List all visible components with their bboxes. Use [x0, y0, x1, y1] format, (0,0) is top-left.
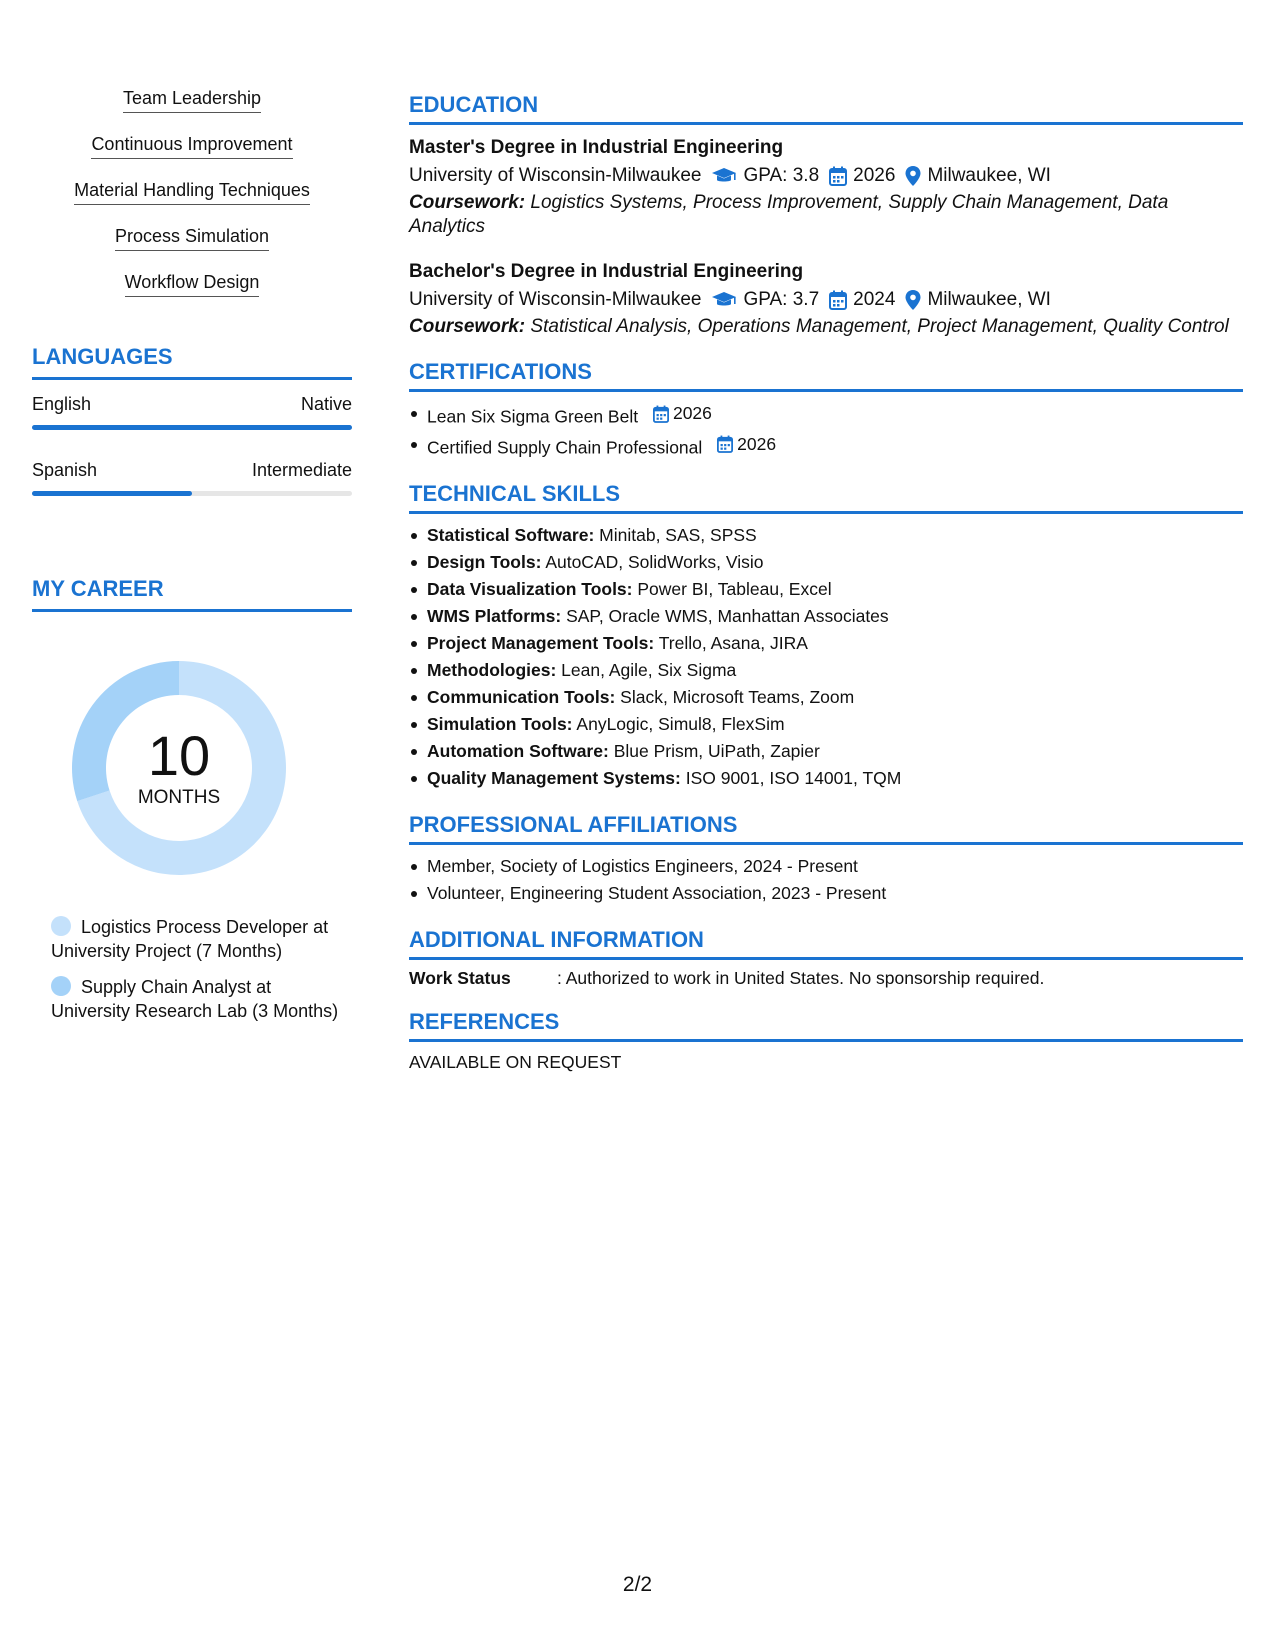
skill-category: Quality Management Systems: [427, 768, 681, 788]
work-status-row [409, 968, 1243, 989]
skill-tag: Process Simulation [115, 222, 269, 251]
languages-section [32, 344, 352, 496]
graduation-cap-icon [711, 167, 737, 185]
graduation-cap-icon [711, 291, 737, 309]
education-entry [409, 135, 1243, 239]
list-item [409, 522, 1243, 549]
school-name: University of Wisconsin-Milwaukee [409, 165, 702, 186]
education-heading: EDUCATION [409, 92, 1243, 125]
school-name: University of Wisconsin-Milwaukee [409, 289, 702, 310]
work-status-label: Work Status [409, 968, 511, 988]
language-proficiency-fill [32, 491, 192, 496]
list-item [409, 684, 1243, 711]
list-item [409, 630, 1243, 657]
certification-name: Certified Supply Chain Professional [427, 437, 703, 457]
calendar-icon [653, 405, 669, 423]
skill-category: Simulation Tools: [427, 714, 573, 734]
legend-dot [51, 976, 71, 996]
language-proficiency-bar [32, 425, 352, 430]
skill-tag: Team Leadership [123, 84, 261, 113]
skill-category: Project Management Tools: [427, 633, 655, 653]
language-level: Intermediate [251, 460, 352, 480]
education-entry [409, 259, 1243, 339]
coursework-label: Coursework: [409, 316, 526, 337]
school-location: Milwaukee, WI [927, 165, 1051, 186]
list-item [409, 603, 1243, 630]
left-column [32, 84, 352, 1035]
list-item: Volunteer, Engineering Student Association, 2023 - Present [409, 880, 1243, 907]
skill-category: Design Tools: [427, 552, 542, 572]
career-unit: MONTHS [137, 787, 221, 808]
references-text: AVAILABLE ON REQUEST [409, 1052, 622, 1072]
skill-category: Communication Tools: [427, 687, 616, 707]
technical-skills-heading: TECHNICAL SKILLS [409, 481, 1243, 514]
coursework [409, 315, 1243, 339]
degree-title: Master's Degree in Industrial Engineering [409, 137, 784, 158]
list-item [409, 576, 1243, 603]
skill-values: AnyLogic, Simul8, FlexSim [576, 714, 785, 734]
calendar-icon [829, 290, 847, 310]
certifications-section [409, 359, 1243, 461]
career-legend-item [51, 915, 352, 963]
language-name: Spanish [32, 460, 98, 480]
gpa-value: GPA: 3.8 [743, 165, 820, 186]
list-item: Member, Society of Logistics Engineers, 2024 - Present [409, 853, 1243, 880]
coursework-list: Logistics Systems, Process Improvement, Supply Chain Management, Data Analytics [409, 192, 1169, 237]
skill-values: SAP, Oracle WMS, Manhattan Associates [566, 606, 889, 626]
graduation-year: 2026 [853, 165, 896, 186]
calendar-icon [829, 166, 847, 186]
work-status-value: : Authorized to work in United States. No sponsorship required. [557, 968, 1045, 988]
certification-name: Lean Six Sigma Green Belt [427, 406, 639, 427]
right-column [409, 92, 1243, 1073]
language-row [32, 460, 352, 496]
degree-title: Bachelor's Degree in Industrial Engineering [409, 261, 804, 282]
skill-tags [32, 84, 352, 314]
education-meta [409, 161, 1243, 191]
additional-info-section [409, 927, 1243, 989]
list-item [409, 431, 1243, 462]
education-meta [409, 285, 1243, 315]
languages-heading: LANGUAGES [32, 344, 352, 380]
career-donut-chart [66, 655, 292, 881]
references-section [409, 1009, 1243, 1073]
skill-category: Automation Software: [427, 741, 609, 761]
technical-skills-list [409, 522, 1243, 792]
skill-values: Lean, Agile, Six Sigma [561, 660, 737, 680]
list-item [409, 711, 1243, 738]
list-item [409, 400, 1243, 431]
affiliations-section [409, 812, 1243, 907]
map-pin-icon [905, 290, 921, 310]
skill-tag: Workflow Design [125, 268, 260, 297]
career-legend-label: Supply Chain Analyst at University Research Lab (3 Months) [51, 977, 339, 1021]
skill-tag: Material Handling Techniques [74, 176, 310, 205]
school-location: Milwaukee, WI [927, 289, 1051, 310]
skill-values: Slack, Microsoft Teams, Zoom [620, 687, 855, 707]
language-row [32, 394, 352, 430]
skill-values: Trello, Asana, JIRA [658, 633, 808, 653]
language-proficiency-bar [32, 491, 352, 496]
skill-category: WMS Platforms: [427, 606, 562, 626]
career-legend [32, 915, 352, 1023]
certification-year: 2026 [737, 433, 777, 454]
career-total: 10 [147, 724, 211, 787]
language-proficiency-fill [32, 425, 352, 430]
skill-values: AutoCAD, SolidWorks, Visio [545, 552, 764, 572]
skill-category: Statistical Software: [427, 525, 595, 545]
certifications-list [409, 400, 1243, 461]
affiliations-list [409, 853, 1243, 907]
language-name: English [32, 394, 92, 414]
references-heading: REFERENCES [409, 1009, 1243, 1042]
skill-values: Power BI, Tableau, Excel [637, 579, 832, 599]
coursework-list: Statistical Analysis, Operations Management, Project Management, Quality Control [530, 316, 1229, 337]
list-item [409, 549, 1243, 576]
map-pin-icon [905, 166, 921, 186]
skill-values: Blue Prism, UiPath, Zapier [613, 741, 820, 761]
skill-values: ISO 9001, ISO 14001, TQM [685, 768, 902, 788]
technical-skills-section [409, 481, 1243, 792]
certifications-heading: CERTIFICATIONS [409, 359, 1243, 392]
list-item [409, 657, 1243, 684]
skill-values: Minitab, SAS, SPSS [599, 525, 757, 545]
coursework [409, 191, 1243, 239]
skill-category: Methodologies: [427, 660, 557, 680]
list-item [409, 738, 1243, 765]
calendar-icon [717, 435, 733, 453]
career-section [32, 576, 352, 1023]
legend-dot [51, 916, 71, 936]
skill-category: Data Visualization Tools: [427, 579, 633, 599]
career-heading: MY CAREER [32, 576, 352, 612]
page-number: 2/2 [622, 1573, 653, 1596]
certification-year: 2026 [672, 403, 712, 423]
coursework-label: Coursework: [409, 192, 526, 213]
career-legend-item [51, 975, 352, 1023]
list-item [409, 765, 1243, 792]
graduation-year: 2024 [853, 289, 896, 310]
language-level: Native [300, 394, 352, 414]
affiliations-heading: PROFESSIONAL AFFILIATIONS [409, 812, 1243, 845]
gpa-value: GPA: 3.7 [743, 289, 820, 310]
career-legend-label: Logistics Process Developer at University Project (7 Months) [51, 917, 329, 961]
education-section [409, 92, 1243, 339]
skill-tag: Continuous Improvement [91, 130, 292, 159]
additional-info-heading: ADDITIONAL INFORMATION [409, 927, 1243, 960]
